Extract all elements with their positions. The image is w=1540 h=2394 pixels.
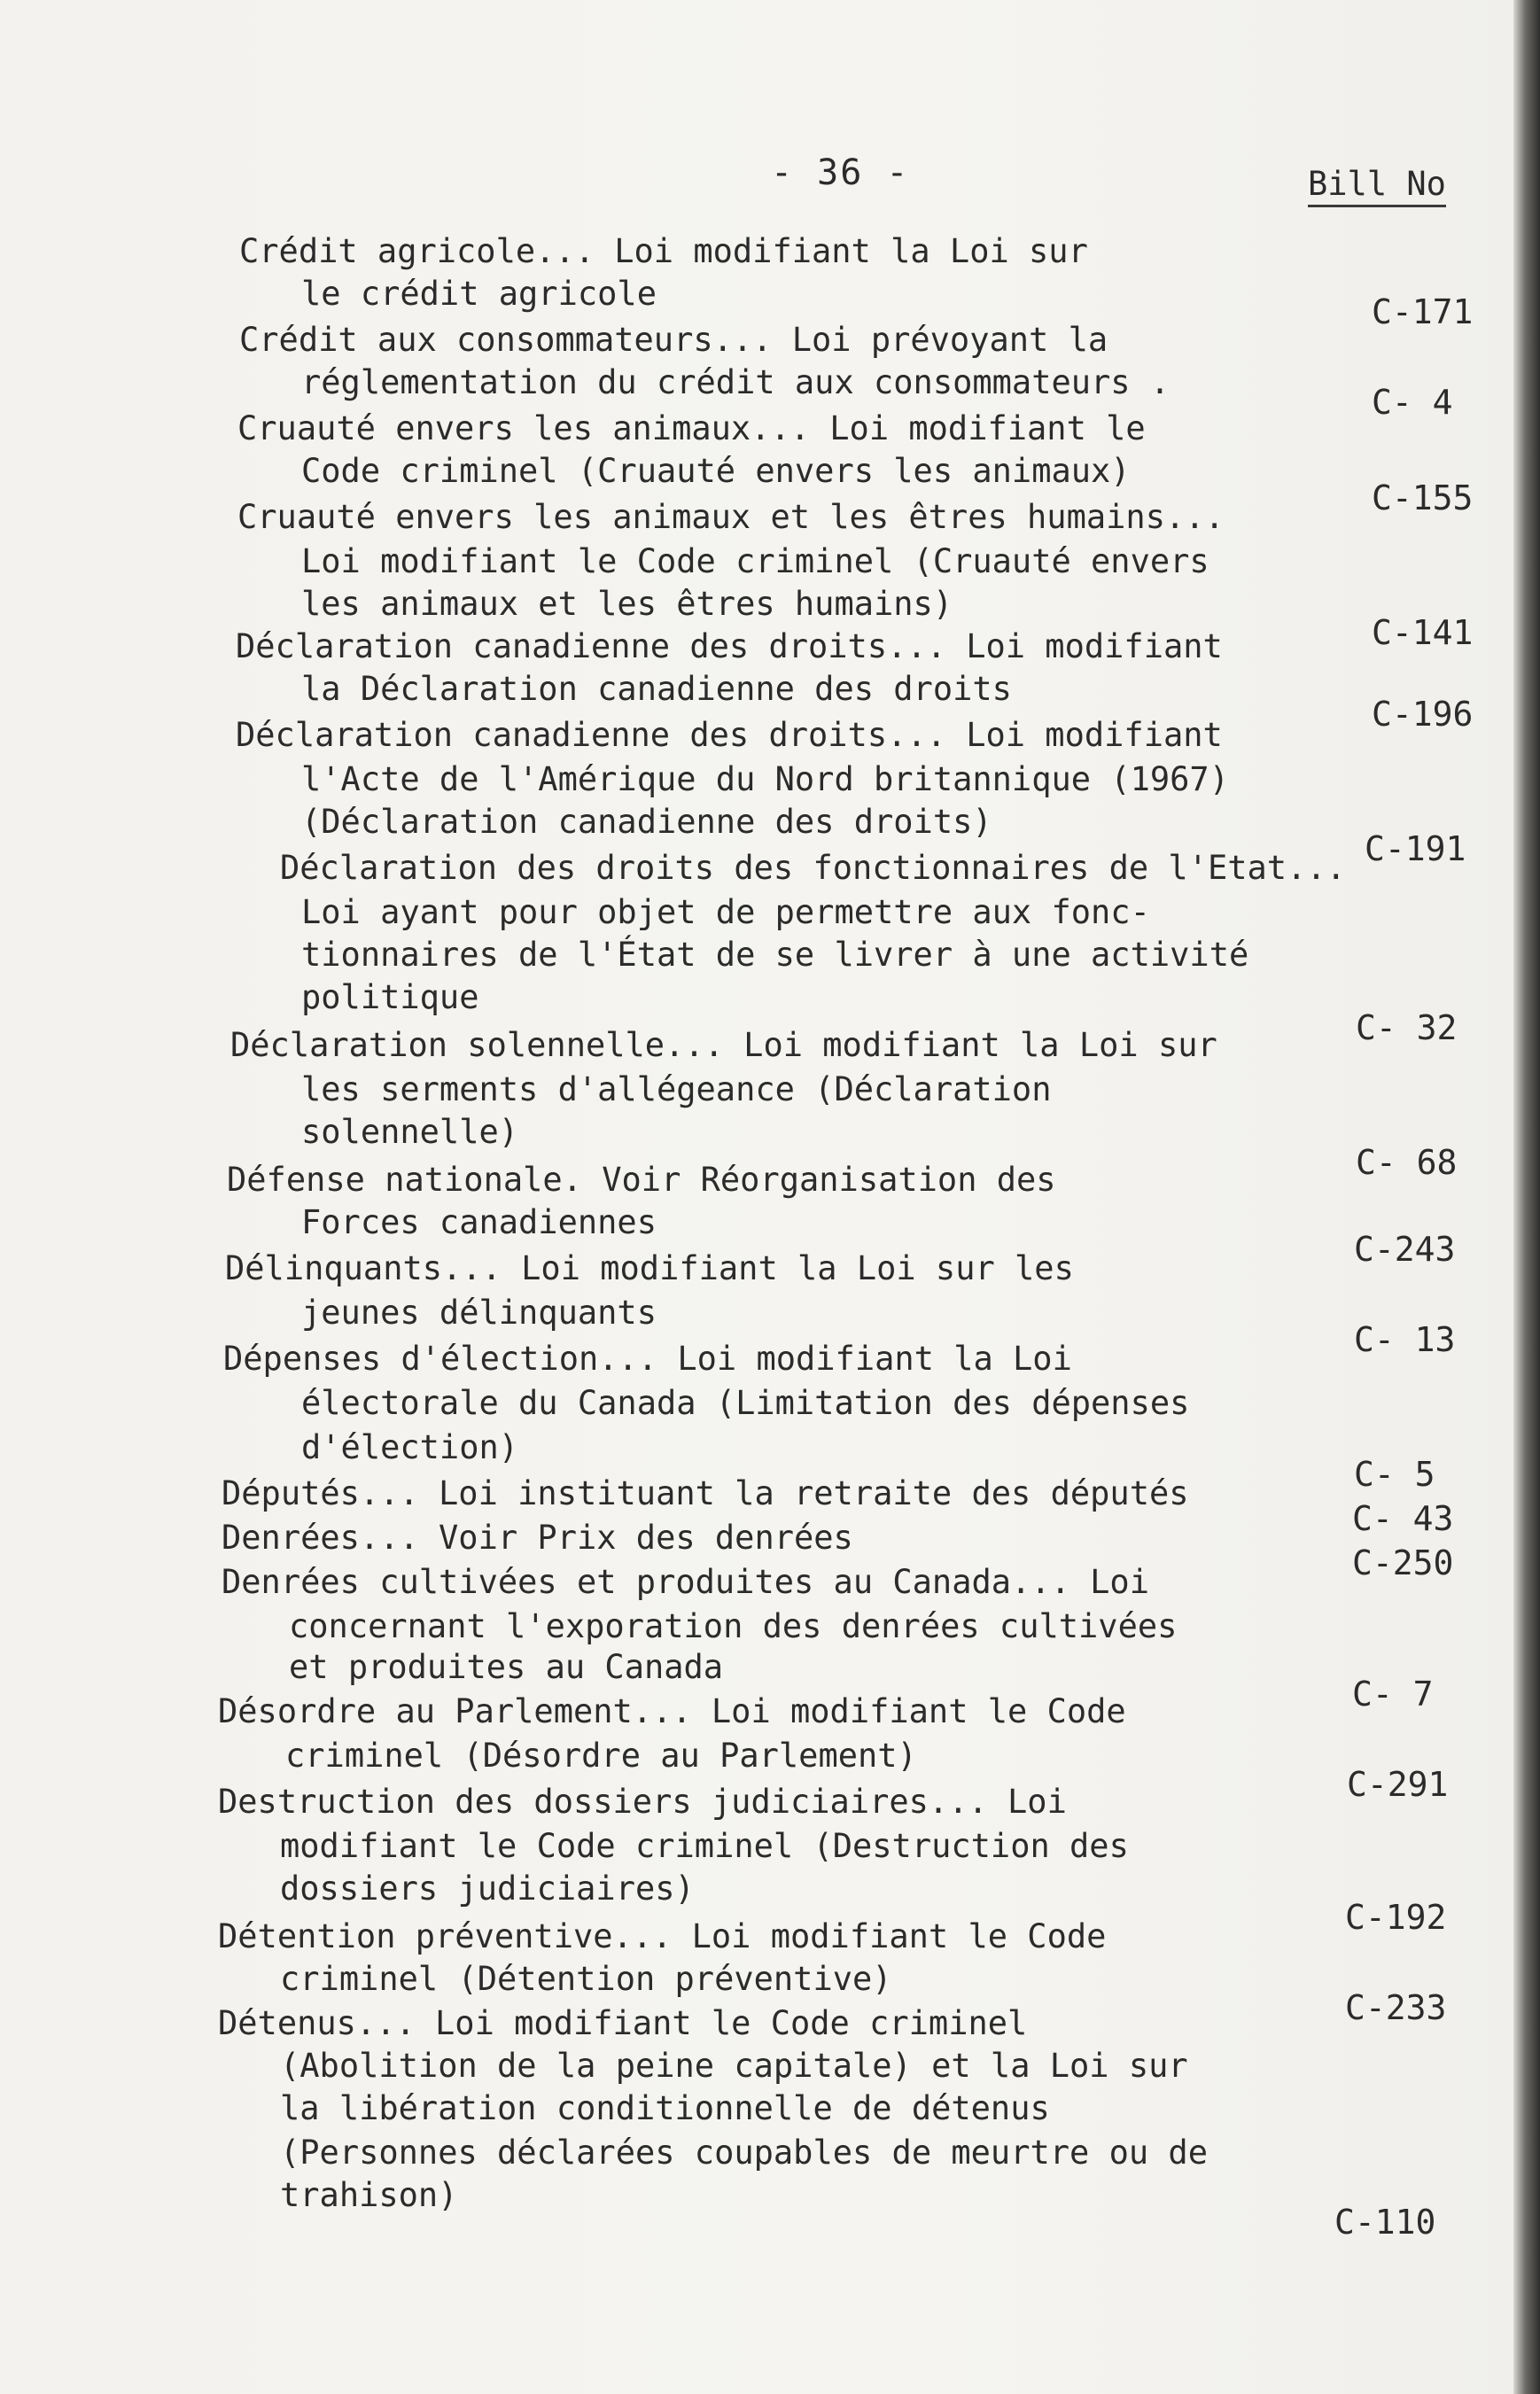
- bill-number-column-label: Bill No: [1308, 165, 1446, 207]
- entry-continuation-line: Code criminel (Cruauté envers les animaux): [301, 452, 1131, 490]
- entry-heading-line: Délinquants... Loi modifiant la Loi sur les: [225, 1249, 1074, 1287]
- entry-continuation-line: réglementation du crédit aux consommateurs .: [301, 363, 1171, 401]
- entry-heading-line: Députés... Loi instituant la retraite des députés: [222, 1474, 1189, 1512]
- entry-heading-line: Défense nationale. Voir Réorganisation des: [227, 1161, 1056, 1199]
- entry-continuation-line: le crédit agricole: [301, 275, 657, 313]
- bill-number: C-233: [1345, 1988, 1447, 2027]
- entry-continuation-line: (Abolition de la peine capitale) et la Loi sur: [280, 2047, 1188, 2085]
- bill-number: C-291: [1347, 1765, 1449, 1804]
- entry-continuation-line: d'élection): [301, 1428, 519, 1466]
- bill-number: C-155: [1372, 478, 1474, 517]
- bill-number: C- 68: [1356, 1143, 1458, 1182]
- entry-heading-line: Cruauté envers les animaux... Loi modifiant le: [237, 409, 1146, 447]
- bill-number: C-141: [1372, 613, 1474, 652]
- entry-continuation-line: dossiers judiciaires): [280, 1869, 695, 1908]
- entry-heading-line: Déclaration des droits des fonctionnaires de l'Etat...: [280, 849, 1346, 887]
- entry-heading-line: Dépenses d'élection... Loi modifiant la Loi: [223, 1340, 1072, 1378]
- entry-continuation-line: criminel (Détention préventive): [280, 1960, 892, 1998]
- entry-continuation-line: criminel (Désordre au Parlement): [285, 1737, 917, 1775]
- entry-continuation-line: et produites au Canada: [289, 1648, 724, 1686]
- entry-heading-line: Destruction des dossiers judiciaires... Loi: [218, 1783, 1067, 1821]
- entry-continuation-line: jeunes délinquants: [301, 1294, 657, 1332]
- entry-continuation-line: l'Acte de l'Amérique du Nord britannique (1967): [301, 760, 1229, 798]
- bill-number: C- 13: [1354, 1320, 1456, 1359]
- entry-heading-line: Cruauté envers les animaux et les êtres humains...: [237, 498, 1225, 536]
- entry-continuation-line: Loi modifiant le Code criminel (Cruauté envers: [301, 542, 1209, 580]
- entry-continuation-line: Forces canadiennes: [301, 1203, 657, 1241]
- entry-continuation-line: (Personnes déclarées coupables de meurtre ou de: [280, 2134, 1208, 2172]
- entry-heading-line: Crédit agricole... Loi modifiant la Loi sur: [239, 232, 1088, 270]
- entry-heading-line: Déclaration solennelle... Loi modifiant la Loi sur: [230, 1026, 1217, 1064]
- entry-continuation-line: solennelle): [301, 1113, 519, 1151]
- entry-continuation-line: tionnaires de l'État de se livrer à une activité: [301, 936, 1249, 974]
- entry-continuation-line: les serments d'allégeance (Déclaration: [301, 1070, 1052, 1108]
- entry-continuation-line: la libération conditionnelle de détenus: [280, 2089, 1050, 2127]
- entry-continuation-line: politique: [301, 978, 479, 1016]
- entry-continuation-line: Loi ayant pour objet de permettre aux fonc-: [301, 893, 1150, 931]
- bill-number: C- 43: [1352, 1499, 1454, 1538]
- bill-number: C- 32: [1356, 1008, 1458, 1047]
- page-binding-edge: [1513, 0, 1540, 2394]
- entry-continuation-line: la Déclaration canadienne des droits: [301, 670, 1012, 708]
- entry-heading-line: Déclaration canadienne des droits... Loi modifiant: [236, 627, 1223, 665]
- bill-number: C-110: [1334, 2203, 1436, 2242]
- bill-number: C- 5: [1354, 1455, 1435, 1494]
- entry-continuation-line: (Déclaration canadienne des droits): [301, 803, 992, 841]
- entry-heading-line: Crédit aux consommateurs... Loi prévoyant la: [239, 321, 1108, 359]
- bill-number: C-243: [1354, 1230, 1456, 1269]
- entry-heading-line: Désordre au Parlement... Loi modifiant le Code: [218, 1692, 1126, 1730]
- bill-number: C-191: [1365, 829, 1466, 868]
- entry-continuation-line: concernant l'exporation des denrées cultivées: [289, 1607, 1178, 1645]
- bill-number: C-192: [1345, 1898, 1447, 1937]
- bill-number: C- 4: [1372, 383, 1453, 422]
- entry-continuation-line: trahison): [280, 2176, 458, 2214]
- entry-heading-line: Denrées cultivées et produites au Canada... Loi: [222, 1563, 1149, 1601]
- bill-number: C-250: [1352, 1543, 1454, 1582]
- entry-continuation-line: modifiant le Code criminel (Destruction des: [280, 1827, 1129, 1865]
- page-number: - 36 -: [771, 152, 910, 193]
- entry-heading-line: Déclaration canadienne des droits... Loi modifiant: [236, 716, 1223, 754]
- entry-heading-line: Denrées... Voir Prix des denrées: [222, 1519, 853, 1557]
- bill-number: C-171: [1372, 292, 1474, 331]
- entry-heading-line: Détenus... Loi modifiant le Code criminel: [218, 2004, 1028, 2042]
- bill-number: C-196: [1372, 695, 1474, 734]
- entry-heading-line: Détention préventive... Loi modifiant le Code: [218, 1917, 1107, 1955]
- bill-number: C- 7: [1352, 1675, 1434, 1714]
- entry-continuation-line: électorale du Canada (Limitation des dépenses: [301, 1384, 1190, 1422]
- entry-continuation-line: les animaux et les êtres humains): [301, 585, 953, 623]
